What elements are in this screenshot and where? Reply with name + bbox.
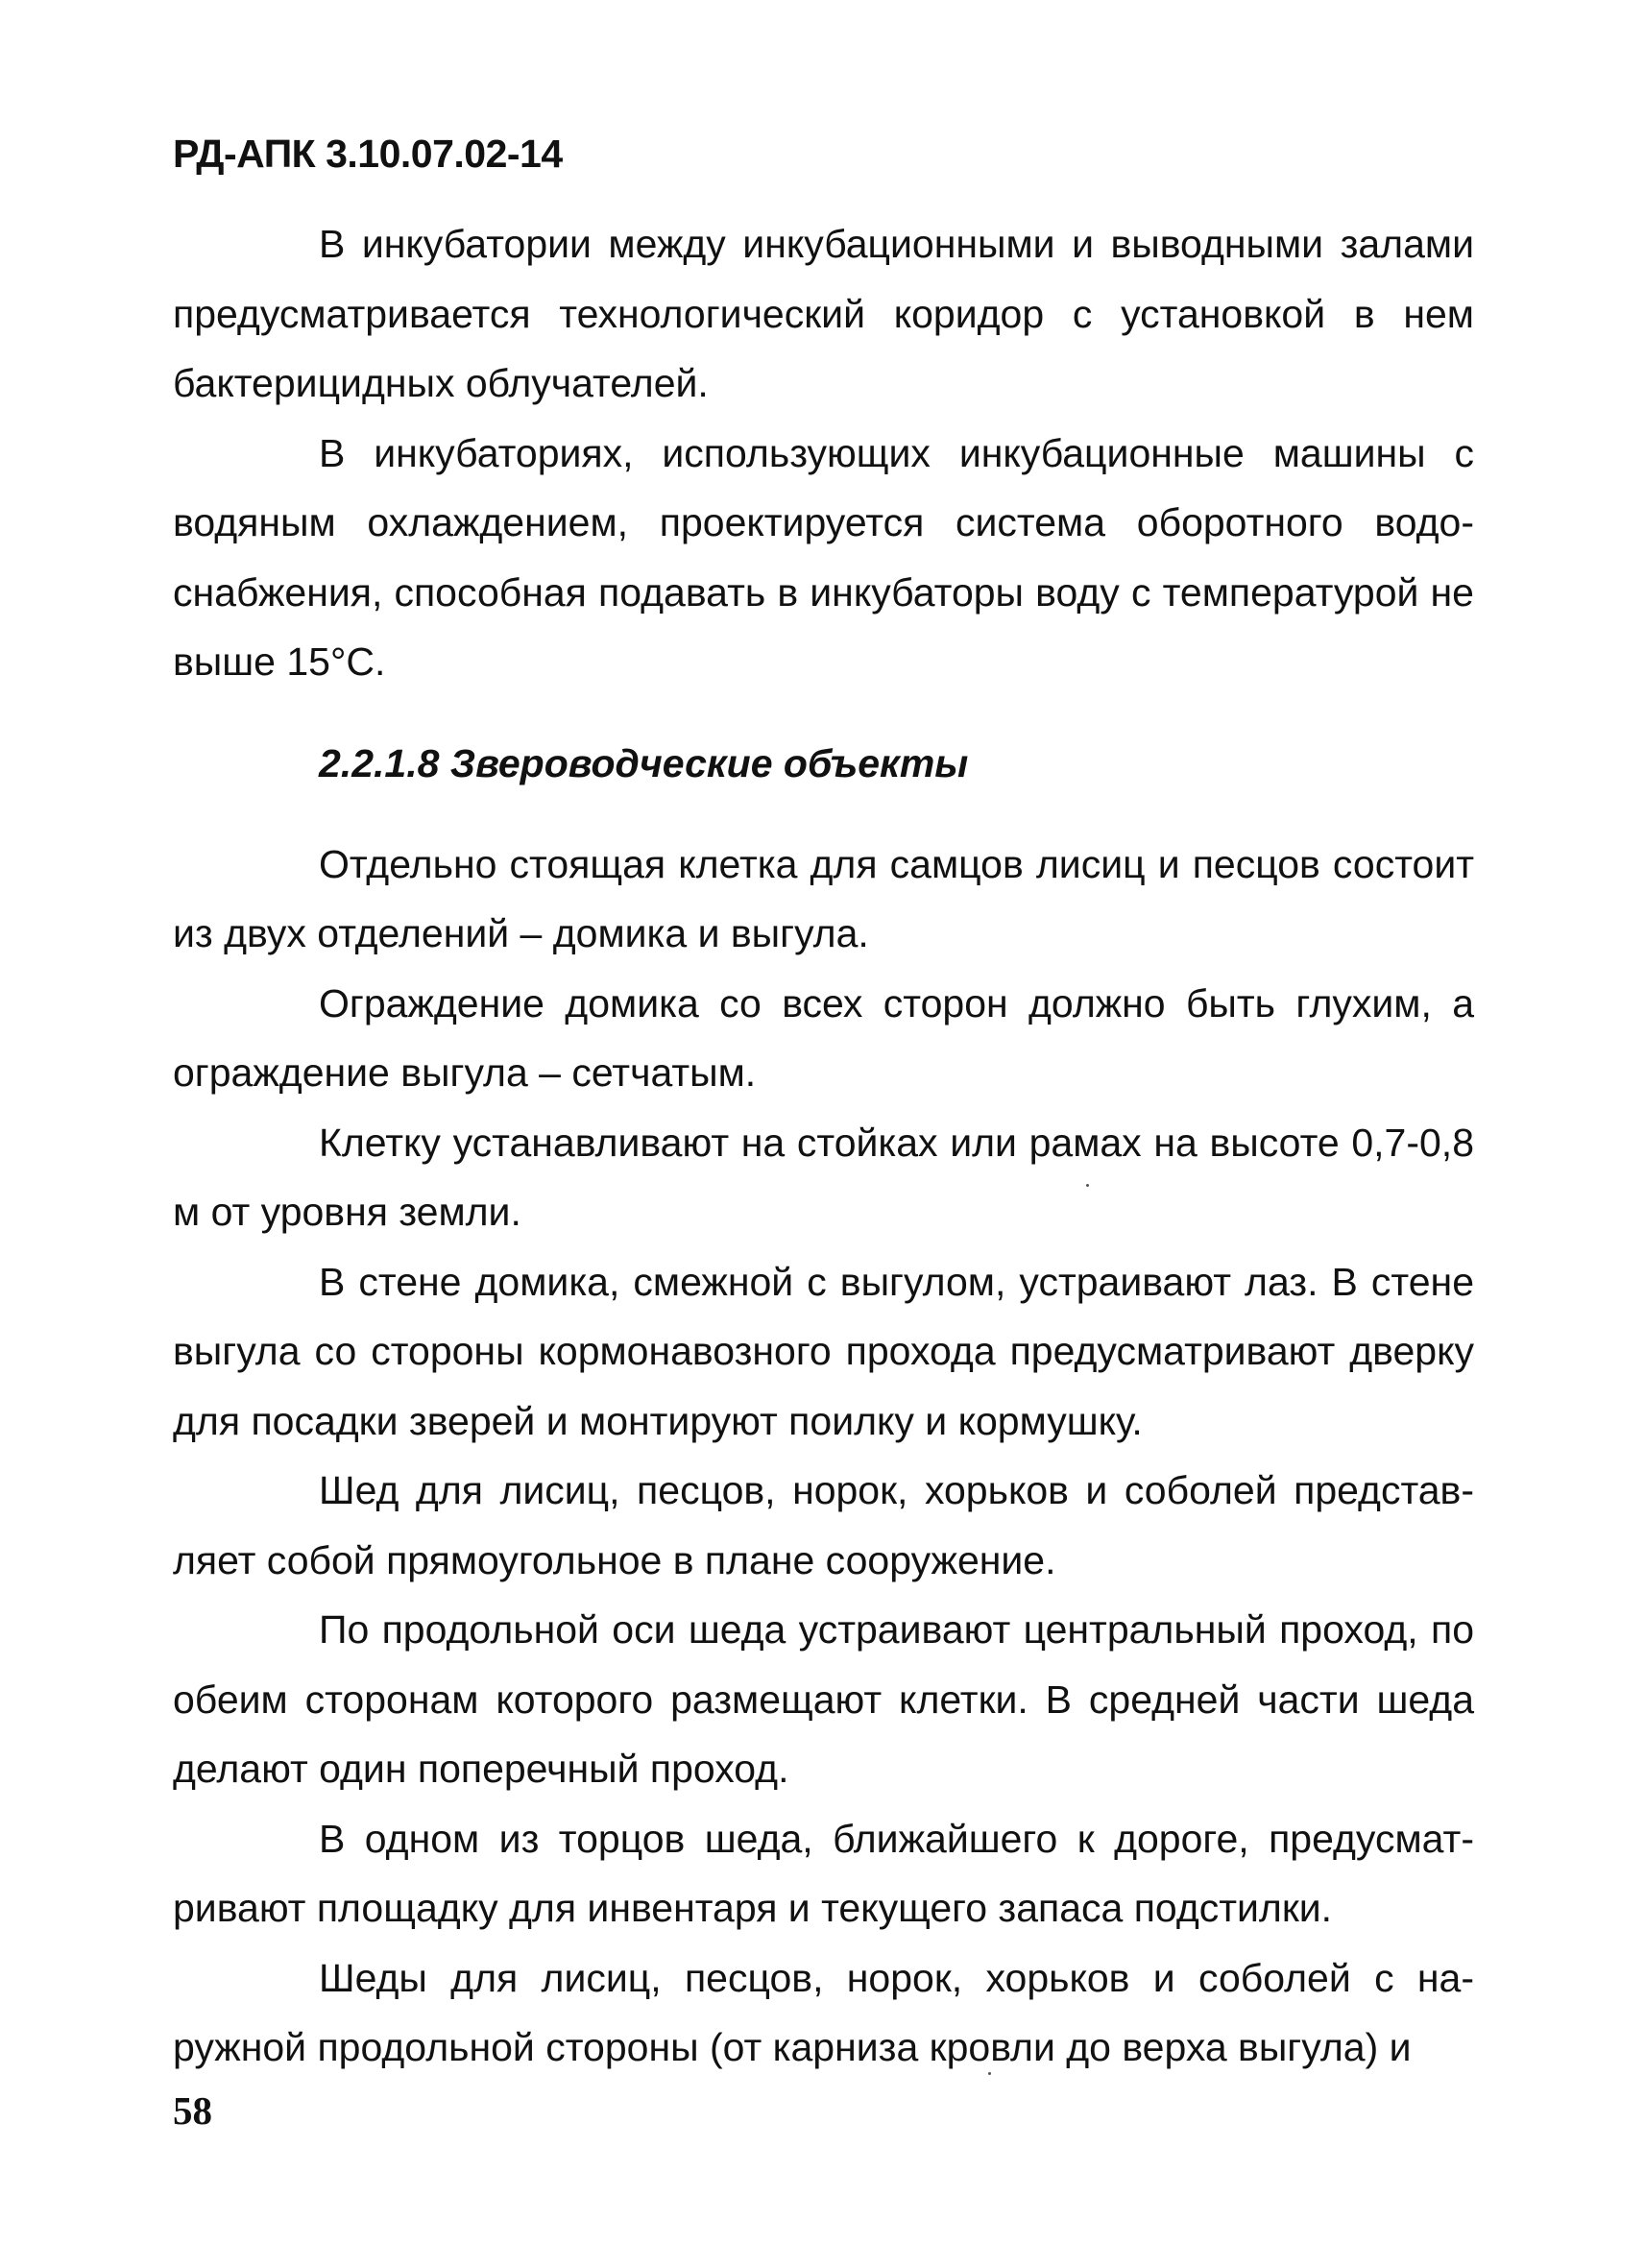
scan-speck (1086, 1184, 1089, 1187)
paragraph-fence: Ограждение домика со всех сторон должно быть глухим, а ограждение выгула – сетчатым. (173, 980, 1474, 1095)
paragraph-shed-exterior: Шеды для лисиц, песцов, норок, хорьков и соболей с наружной продольной стороны (от карниза кровли до верха выгула) и (173, 1955, 1474, 2069)
paragraph-shed-passage: По продольной оси шеда устраивают центральный проход, по обеим сторонам которого размещают клетки. В средней части шеда делают один поперечный проход. (173, 1607, 1474, 1791)
paragraph-inventory-area: В одном из торцов шеда, ближайшего к дороге, предусматривают площадку для инвентаря и текущего запаса подстилки. (173, 1816, 1474, 1930)
paragraph-water-cooling: В инкубаториях, использующих инкубационные машины с водяным охлаждением, проектируется система оборотного водоснабжения, способная подавать в инкубаторы воду с температурой не выше 15°С. (173, 430, 1474, 684)
document-body (173, 209, 1474, 2083)
document-code-header: РД-АПК 3.10.07.02-14 (173, 132, 563, 176)
scan-speck (988, 2072, 991, 2075)
paragraph-passage: В стене домика, смежной с выгулом, устраивают лаз. В стене выгула со стороны кормонавозного прохода предусматривают дверку для посадки зверей и монтируют поилку и кормушку. (173, 1259, 1474, 1443)
paragraph-incubator-corridor: В инкубатории между инкубационными и выводными залами предусматривается технологический коридор с установкой в нем бактерицидных облучателей. (173, 222, 1474, 405)
paragraph-shed-definition: Шед для лисиц, песцов, норок, хорьков и соболей представляет собой прямоугольное в плане сооружение. (173, 1468, 1474, 1582)
paragraph-cage-height: Клетку устанавливают на стойках или рамах на высоте 0,7-0,8 м от уровня земли. (173, 1120, 1474, 1234)
page-number: 58 (173, 2088, 212, 2133)
paragraph-cage-structure: Отдельно стоящая клетка для самцов лисиц и песцов состоит из двух отделений – домика и выгула. (173, 841, 1474, 955)
section-heading: 2.2.1.8 Звероводческие объекты (319, 740, 969, 785)
